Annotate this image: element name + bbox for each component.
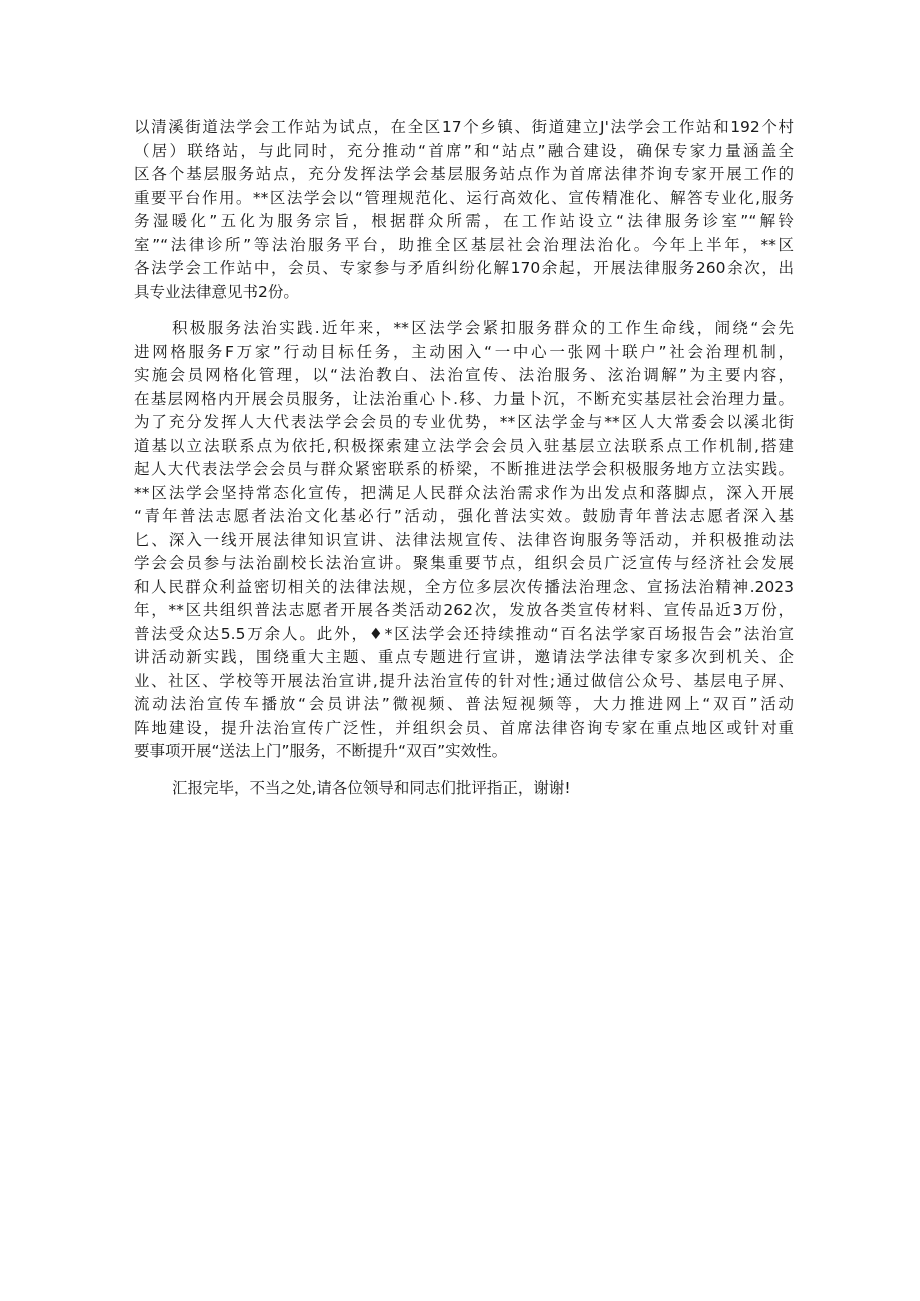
- paragraph-gap: [134, 304, 794, 317]
- text-line: 具专业法律意见书2份。: [134, 282, 299, 301]
- text-line: 积极服务法治实践.近年来，**区法学会紧扣服务群众的工作生命线，闹绕“会先: [172, 319, 794, 337]
- text-line: （居）联络站，与此同时，充分推动“首席”和“站点”融合建设，确保专家力量涵盖全: [134, 141, 794, 160]
- paragraph-gap: [134, 764, 794, 777]
- paragraph-1: [134, 116, 794, 304]
- text-line: 重要平台作用。**区法学会以“管理规范化、运行高效化、宣传精准化、解答专业化,服务: [134, 188, 794, 207]
- paragraph-3: [134, 777, 794, 801]
- text-line: **区法学会坚持常态化宣传，把满足人民群众法治需求作为出发点和落脚点，深入开展: [134, 483, 794, 502]
- text-line: 要事项开展“送法上门”服务，不断提升“双百”实效性。: [134, 742, 508, 760]
- text-line: 讲活动新实践，围绕重大主题、重点专题进行宣讲，邀请法学法律专家多次到机关、企: [134, 648, 794, 666]
- text-line: 流动法治宣传车播放“会员讲法”微视频、普法短视频等，大力推进网上“双百”活动: [134, 695, 794, 713]
- text-line: 以清溪街道法学会工作站为试点，在全区17个乡镇、街道建立J'法学会工作站和192个村: [134, 118, 794, 136]
- text-line: 起人大代表法学会会员与群众紧密联系的桥梁，不断推进法学会积极服务地方立法实践。: [134, 460, 794, 478]
- paragraph-2: [134, 317, 794, 764]
- text-line: 学会会员参与法治副校长法治宣讲。聚集重要节点，组织会员广泛宣传与经济社会发展: [134, 554, 794, 572]
- text-line: 进网格服务F万家”行动目标任务，主动困入“一中心一张网十联户”社会治理机制，: [134, 342, 794, 361]
- text-line: “青年普法志愿者法治文化基必行”活动，强化普法实效。鼓励青年普法志愿者深入基: [134, 507, 794, 525]
- text-line: 和人民群众利益密切相关的法律法规，全方位多层次传播法治理念、宣扬法治精神.2023: [134, 577, 794, 596]
- text-line: 实施会员网格化管理，以“法治教白、法治宣传、法治服务、泫治调解”为主要内容，: [134, 366, 794, 384]
- closing-line: 汇报完毕，不当之处,请各位领导和同志们批评指正，谢谢!: [172, 778, 571, 797]
- text-line: 室”“法律诊所”等法治服务平台，助推全区基层社会治理法治化。今年上半年，**区: [134, 235, 794, 254]
- document-body: [134, 116, 794, 800]
- text-line: 年，**区共组织普法志愿者开展各类活动262次，发放各类宣传材料、宣传品近3万份，: [134, 601, 794, 619]
- text-line: 道基以立法联系点为依托,积极探索建立法学会会员入驻基层立法联系点工作机制,搭建: [134, 436, 794, 455]
- text-line: 匕、深入一线开展法律知识宣讲、法律法规宣传、法律咨询服务等活动，并积极推动法: [134, 530, 794, 549]
- text-line: 阵地建设，提升法治宣传广泛性，并组织会员、首席法律咨询专家在重点地区或针对重: [134, 718, 794, 737]
- text-line: 为了充分发挥人大代表法学会会员的专业优势，**区法学金与**区人大常委会以溪北街: [134, 413, 794, 431]
- text-line: 业、社区、学校等开展法治宣讲,提升法治宣传的针对性;通过做信公众号、基层电子屏、: [134, 671, 794, 690]
- text-line: 在基层网格内开展会员服务，让法治重心卜.移、力量卜沉，不断充实基层社会治理力量。: [134, 389, 794, 408]
- text-line: 务湿暖化”五化为服务宗旨，根据群众所需，在工作站设立“法律服务诊室”“解铃: [134, 212, 794, 230]
- text-line: 各法学会工作站中，会员、专家参与矛盾纠纷化解170余起，开展法律服务260余次，出: [134, 259, 794, 277]
- text-line: 普法受众达5.5万余人。此外，♦*区法学会还持续推动“百名法学家百场报告会”法治宣: [134, 624, 794, 643]
- text-line: 区各个基层服务站点，充分发挥法学会基层服务站点作为首席法律芥询专家开展工作的: [134, 165, 794, 183]
